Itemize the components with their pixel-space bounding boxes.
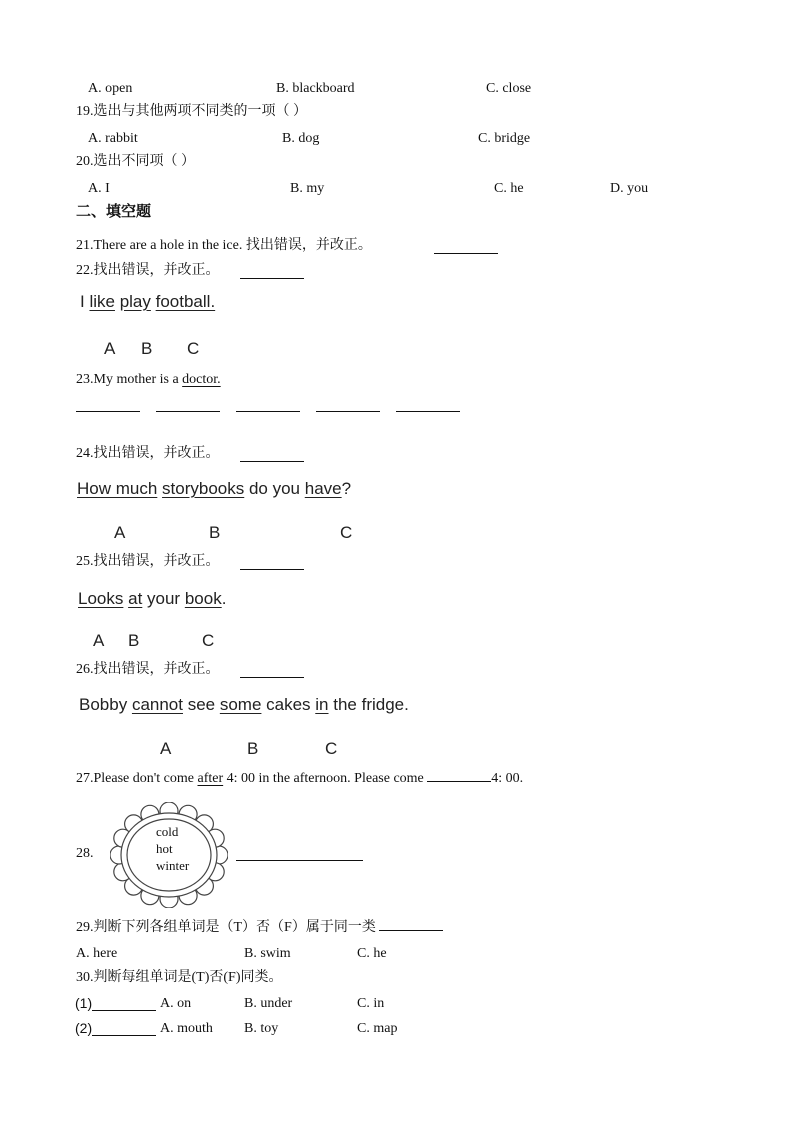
q24-marker-b: B bbox=[209, 523, 221, 542]
q28-word-2: hot bbox=[156, 841, 173, 856]
q23-blank-3[interactable] bbox=[236, 411, 300, 412]
q18-option-a: A. open bbox=[88, 81, 133, 96]
q20-option-a: A. I bbox=[88, 181, 110, 196]
q21-stem: 21.There are a hole in the ice. 找出错误，并改正。 bbox=[76, 238, 372, 253]
q29-option-a: A. here bbox=[76, 946, 118, 961]
q30-stem: 30.判断每组单词是(T)否(F)同类。 bbox=[76, 970, 283, 985]
q21-answer-blank[interactable] bbox=[434, 253, 498, 254]
q26-marker-b: B bbox=[247, 739, 259, 758]
q25-marker-c: C bbox=[202, 631, 215, 650]
q30-row2-number: (2) bbox=[75, 1020, 93, 1036]
q20-stem: 20.选出不同项（ ） bbox=[76, 154, 195, 169]
q30-row1-blank[interactable] bbox=[92, 1010, 156, 1011]
q22-marker-c: C bbox=[187, 339, 200, 358]
q19-option-a: A. rabbit bbox=[88, 131, 138, 146]
q26-stem: 26.找出错误，并改正。 bbox=[76, 662, 220, 677]
q20-option-d: D. you bbox=[610, 181, 649, 196]
q20-option-b: B. my bbox=[290, 181, 325, 196]
q29-stem: 29.判断下列各组单词是（T）否（F）属于同一类 bbox=[76, 921, 443, 935]
q23-blank-2[interactable] bbox=[156, 411, 220, 412]
q24-sentence: How much storybooks do you have? bbox=[77, 479, 352, 498]
q24-marker-a: A bbox=[114, 523, 126, 542]
q18-option-b: B. blackboard bbox=[276, 81, 355, 96]
q22-stem: 22.找出错误，并改正。 bbox=[76, 263, 220, 278]
q22-answer-blank[interactable] bbox=[240, 278, 304, 279]
q29-option-b: B. swim bbox=[244, 946, 291, 961]
q28-answer-blank[interactable] bbox=[236, 860, 363, 861]
q30-row2-option-c: C. map bbox=[357, 1021, 398, 1036]
q30-row1-option-a: A. on bbox=[160, 996, 192, 1011]
q30-row2-option-a: A. mouth bbox=[160, 1021, 213, 1036]
q28-number: 28. bbox=[76, 846, 94, 861]
q28-word-3: winter bbox=[156, 858, 190, 873]
q25-sentence: Looks at your book. bbox=[78, 589, 227, 608]
q23-blank-4[interactable] bbox=[316, 411, 380, 412]
q22-marker-a: A bbox=[104, 339, 116, 358]
q18-option-c: C. close bbox=[486, 81, 532, 96]
q25-marker-a: A bbox=[93, 631, 105, 650]
q23-blank-1[interactable] bbox=[76, 411, 140, 412]
q25-stem: 25.找出错误，并改正。 bbox=[76, 554, 220, 569]
q29-answer-blank[interactable] bbox=[379, 929, 443, 931]
q19-stem: 19.选出与其他两项不同类的一项（ ） bbox=[76, 104, 307, 119]
section-title: 二、填空题 bbox=[76, 204, 152, 220]
q22-marker-b: B bbox=[141, 339, 153, 358]
q27-stem: 27.Please don't come after 4: 00 in the afternoon. Please come 4: 00. bbox=[76, 771, 524, 786]
q26-sentence: Bobby cannot see some cakes in the fridge. bbox=[79, 695, 409, 714]
q25-answer-blank[interactable] bbox=[240, 569, 304, 570]
q29-option-c: C. he bbox=[357, 946, 387, 961]
q30-row2-blank[interactable] bbox=[92, 1035, 156, 1036]
q26-answer-blank[interactable] bbox=[240, 677, 304, 678]
q30-row2-option-b: B. toy bbox=[244, 1021, 279, 1036]
q22-sentence: I like play football. bbox=[80, 292, 216, 311]
q24-marker-c: C bbox=[340, 523, 353, 542]
q19-option-b: B. dog bbox=[282, 131, 320, 146]
q23-stem: 23.My mother is a doctor. bbox=[76, 372, 221, 387]
q30-row1-option-c: C. in bbox=[357, 996, 385, 1011]
q28-word-1: cold bbox=[156, 824, 179, 839]
q30-row1-option-b: B. under bbox=[244, 996, 293, 1011]
q23-blank-5[interactable] bbox=[396, 411, 460, 412]
q27-answer-blank[interactable] bbox=[427, 780, 491, 782]
q24-stem: 24.找出错误，并改正。 bbox=[76, 446, 220, 461]
q30-row1-number: (1) bbox=[75, 995, 93, 1011]
q24-answer-blank[interactable] bbox=[240, 461, 304, 462]
q20-option-c: C. he bbox=[494, 181, 524, 196]
q26-marker-a: A bbox=[160, 739, 172, 758]
q19-option-c: C. bridge bbox=[478, 131, 531, 146]
q26-marker-c: C bbox=[325, 739, 338, 758]
q25-marker-b: B bbox=[128, 631, 140, 650]
